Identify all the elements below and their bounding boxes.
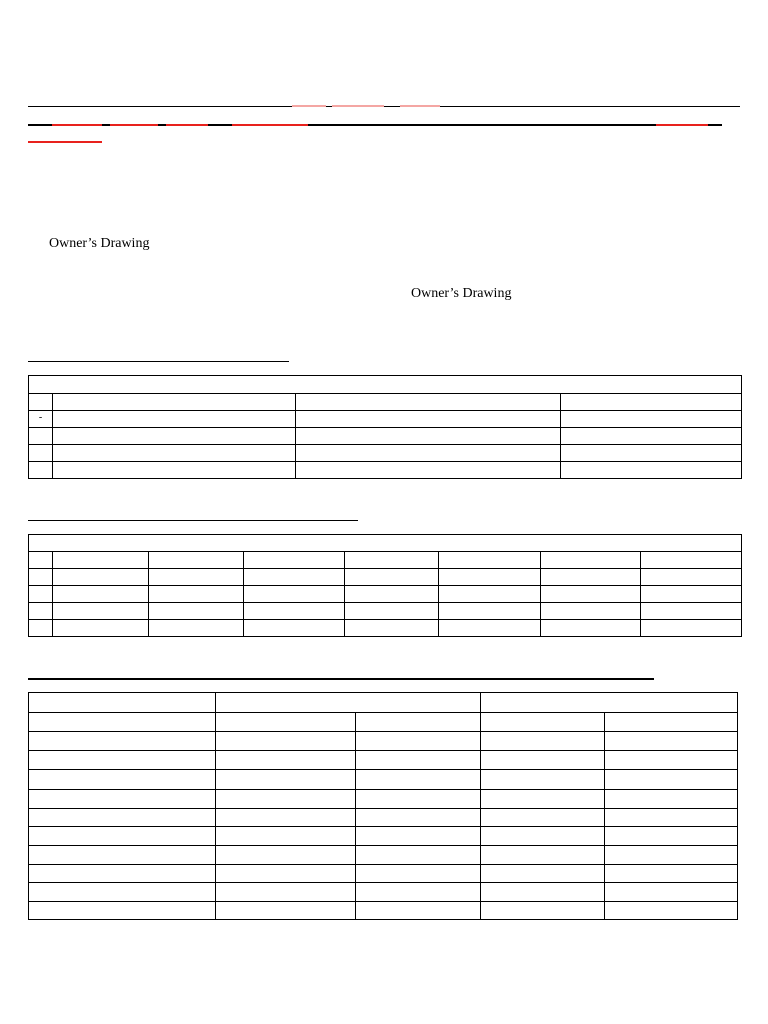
table-cell [296, 411, 561, 428]
table-cell [149, 620, 244, 637]
table-cell [481, 809, 605, 827]
table-cell [29, 569, 53, 586]
table-cell [605, 827, 738, 846]
table-cell [561, 445, 742, 462]
table-cell [29, 552, 53, 569]
table-row [29, 713, 738, 732]
table-cell [29, 732, 216, 751]
table-cell [53, 462, 296, 479]
table-cell [541, 569, 641, 586]
table-cell [481, 693, 738, 713]
table-cell [481, 770, 605, 790]
table-cell [605, 809, 738, 827]
table-cell [481, 827, 605, 846]
table-cell [356, 846, 481, 865]
table-cell [561, 411, 742, 428]
table-cell [216, 846, 356, 865]
table-cell [53, 394, 296, 411]
table-cell [29, 770, 216, 790]
table-cell [541, 603, 641, 620]
table-cell [216, 809, 356, 827]
table-cell [29, 751, 216, 770]
header-rule-thin-highlight-1 [292, 105, 326, 107]
table-cell [439, 586, 541, 603]
table-cell [605, 790, 738, 809]
table-row [29, 411, 742, 428]
table-cell [216, 693, 481, 713]
table-cell [345, 586, 439, 603]
table-cell [53, 445, 296, 462]
table-cell [641, 586, 742, 603]
table-row [29, 428, 742, 445]
header-rule-red-short [28, 141, 102, 143]
table-cell [29, 376, 742, 394]
table-cell [481, 713, 605, 732]
table-cell [605, 865, 738, 883]
table-cell [29, 846, 216, 865]
table-cell [296, 428, 561, 445]
table-row [29, 883, 738, 902]
table-cell [149, 552, 244, 569]
header-rule-thin-highlight-2 [332, 105, 384, 107]
table-row [29, 620, 742, 637]
table-cell [561, 462, 742, 479]
table-cell [356, 902, 481, 920]
table-cell [605, 770, 738, 790]
table-cell [356, 713, 481, 732]
table-cell [29, 445, 53, 462]
section3-heading-rule [28, 678, 654, 680]
table-cell [53, 569, 149, 586]
table-cell [149, 586, 244, 603]
table-cell [356, 865, 481, 883]
table-row [29, 770, 738, 790]
table-row [29, 445, 742, 462]
table-cell [481, 751, 605, 770]
table-3 [28, 692, 738, 920]
table-row [29, 751, 738, 770]
table-cell [29, 883, 216, 902]
table-cell [356, 751, 481, 770]
table-cell [149, 603, 244, 620]
table-cell [356, 883, 481, 902]
table-2 [28, 534, 742, 637]
table-cell [541, 620, 641, 637]
table-cell [53, 603, 149, 620]
table-cell [244, 586, 345, 603]
table-row [29, 394, 742, 411]
owners-drawing-ref-1: Owner’s Drawing [49, 236, 150, 251]
table-cell [345, 569, 439, 586]
table-cell [541, 586, 641, 603]
table-cell [439, 552, 541, 569]
table-cell [356, 827, 481, 846]
table-cell [356, 770, 481, 790]
table-cell [29, 586, 53, 603]
table-cell [641, 569, 742, 586]
table-cell [605, 732, 738, 751]
table-cell [481, 883, 605, 902]
table-cell [29, 462, 53, 479]
table-cell [29, 428, 53, 445]
table-row [29, 569, 742, 586]
table-cell [439, 603, 541, 620]
table-cell [345, 603, 439, 620]
table-cell [216, 883, 356, 902]
table-cell [244, 620, 345, 637]
table-cell [29, 790, 216, 809]
table-cell [53, 428, 296, 445]
section2-heading-rule [28, 520, 358, 521]
table-row [29, 586, 742, 603]
table-cell [29, 902, 216, 920]
table-cell [356, 809, 481, 827]
table-cell [296, 462, 561, 479]
table-cell [439, 569, 541, 586]
table-cell [481, 732, 605, 751]
table-cell [29, 620, 53, 637]
table-cell [216, 732, 356, 751]
table-cell [244, 552, 345, 569]
table-cell [216, 827, 356, 846]
header-rule-thin [28, 106, 740, 107]
header-rule-thick-highlight-3 [166, 124, 208, 126]
table-cell [345, 620, 439, 637]
table-row [29, 732, 738, 751]
table-cell [561, 428, 742, 445]
table-cell [641, 603, 742, 620]
table-cell [439, 620, 541, 637]
table-cell [641, 552, 742, 569]
table-cell [216, 790, 356, 809]
table-cell [29, 827, 216, 846]
table-1 [28, 375, 742, 479]
header-rule-thick-highlight-1 [52, 124, 102, 126]
header-rule-thick-highlight-2 [110, 124, 158, 126]
table-row [29, 809, 738, 827]
table-row [29, 552, 742, 569]
table-cell [29, 693, 216, 713]
table-cell [216, 713, 356, 732]
table-cell [53, 620, 149, 637]
table-row [29, 790, 738, 809]
table-row [29, 902, 738, 920]
table-cell [481, 865, 605, 883]
table-cell [296, 445, 561, 462]
table-cell [29, 603, 53, 620]
table-cell [53, 586, 149, 603]
owners-drawing-ref-2: Owner’s Drawing [411, 286, 512, 301]
table-cell [605, 713, 738, 732]
table-3-group-header-row [29, 693, 738, 713]
table-cell [216, 770, 356, 790]
table-row [29, 865, 738, 883]
table-cell [29, 713, 216, 732]
table-cell [356, 790, 481, 809]
table-cell [29, 809, 216, 827]
table-cell [541, 552, 641, 569]
table-row [29, 846, 738, 865]
table-cell [216, 902, 356, 920]
table-cell [244, 603, 345, 620]
table-cell [29, 535, 742, 552]
table-cell [605, 751, 738, 770]
table-1-title-row [29, 376, 742, 394]
header-rule-thick-highlight-5 [656, 124, 708, 126]
table-cell [641, 620, 742, 637]
table-cell [29, 865, 216, 883]
table-cell [149, 569, 244, 586]
table-cell [345, 552, 439, 569]
table-cell [605, 902, 738, 920]
section1-heading-rule [28, 361, 289, 362]
table-cell [605, 846, 738, 865]
table-row [29, 827, 738, 846]
table-cell [244, 569, 345, 586]
table-cell [216, 865, 356, 883]
header-rule-thin-highlight-3 [400, 105, 440, 107]
table-cell [53, 411, 296, 428]
table-cell [481, 846, 605, 865]
table-cell: - [29, 411, 53, 428]
table-cell [356, 732, 481, 751]
table-2-title-row [29, 535, 742, 552]
table-cell [29, 394, 53, 411]
table-cell [605, 883, 738, 902]
table-cell [53, 552, 149, 569]
table-cell [561, 394, 742, 411]
table-cell [481, 902, 605, 920]
table-row [29, 462, 742, 479]
table-row [29, 603, 742, 620]
table-cell [216, 751, 356, 770]
header-rule-thick-highlight-4 [232, 124, 308, 126]
table-cell [296, 394, 561, 411]
table-cell [481, 790, 605, 809]
